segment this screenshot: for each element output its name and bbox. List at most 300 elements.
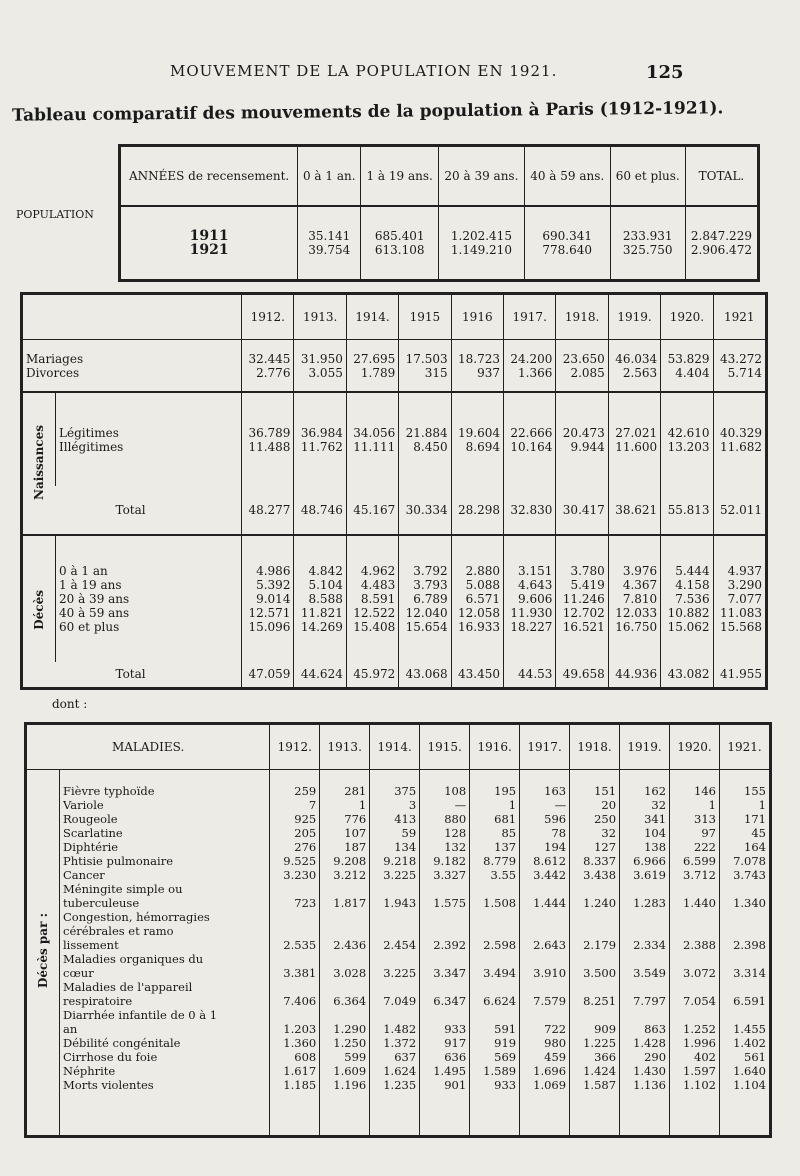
disease-value: 1.624 [383,1064,417,1078]
disease-value: 933 [444,1022,467,1036]
value: 9.944 [570,439,605,454]
disease-label: Rougeole [63,812,118,826]
disease-value: 608 [294,1050,317,1064]
population-header-cell: 60 et plus. [610,147,685,206]
disease-value: 3.028 [333,966,367,980]
disease-value: 7.078 [733,854,766,868]
disease-label: Phtisie pulmonaire [63,854,174,868]
disease-value: 1.290 [333,1022,367,1036]
diseases-header-label: MALADIES. [27,725,270,770]
disease-value: 917 [444,1036,467,1050]
disease-label: Morts violentes [63,1078,154,1092]
value: 13.203 [667,439,710,454]
disease-value: 6.966 [633,854,667,868]
value: 4.404 [675,365,710,380]
value: 11.488 [248,439,291,454]
disease-value: 569 [494,1050,517,1064]
value: 15.062 [667,620,710,635]
value: 9.014 [256,592,291,607]
value: 11.762 [300,439,343,454]
value: 14.269 [300,620,343,635]
diseases-year-header: 1918. [570,725,620,770]
value-cell [294,535,346,662]
population-value-cell [298,206,361,279]
deaths-vertical-label: Décès [32,590,46,630]
value: 43.082 [667,667,710,682]
disease-value: 162 [644,784,667,798]
disease-value: 7.406 [283,994,317,1008]
population-value: 2.847.229 [690,229,752,243]
disease-value: 313 [694,812,716,826]
disease-value: 1.696 [533,1064,567,1078]
movements-year-header: 1912. [242,295,294,340]
disease-value: 1.203 [283,1022,317,1036]
disease-value: 3.212 [333,868,367,882]
disease-value: 9.218 [383,854,417,868]
disease-value: 45 [751,826,766,840]
value: 4.842 [308,564,343,579]
disease-value: 1.225 [583,1036,617,1050]
disease-value: 3.549 [633,966,667,980]
disease-value: 3 [408,798,417,812]
value: 43.068 [405,667,448,682]
value: 5.104 [308,578,343,593]
disease-value: 925 [294,812,317,826]
value: 315 [424,365,448,380]
population-value: 685.401 [374,229,425,243]
disease-value: 281 [344,784,367,798]
disease-value: 3.230 [283,868,317,882]
disease-value: 413 [394,812,417,826]
value-cell [346,486,398,535]
disease-value: 1.444 [533,896,567,910]
value: 43.450 [458,667,501,682]
disease-value: 134 [394,840,417,854]
disease-value: 59 [401,826,417,840]
disease-value: 128 [444,826,467,840]
disease-value: 3.381 [283,966,317,980]
disease-value: 1.424 [583,1064,617,1078]
row-label: 40 à 59 ans [59,606,130,621]
disease-value: 205 [294,826,317,840]
disease-value: 375 [394,784,417,798]
value: 43.272 [720,351,762,366]
disease-value: 1.482 [383,1022,417,1036]
value: 44.53 [518,667,553,682]
disease-label: Méningite simple ou tuberculeuse [63,882,183,910]
row-label: Légitimes [59,425,119,440]
disease-value: 163 [544,784,567,798]
disease-value: 723 [294,896,317,910]
value: 2.880 [465,564,501,579]
value-cell [713,486,765,535]
diseases-year-header: 1916. [470,725,520,770]
value: 28.298 [458,503,501,518]
value: 5.714 [727,365,762,380]
value: 27.695 [353,351,396,366]
disease-value: 776 [344,812,367,826]
value: 3.976 [622,564,658,579]
disease-value: 3.225 [383,966,417,980]
disease-value: 1 [758,798,766,812]
value-cell [608,535,660,662]
disease-value: 8.612 [533,854,567,868]
value: 8.450 [413,439,448,454]
population-header-cell: 1 à 19 ans. [361,147,439,206]
value: 11.083 [720,606,762,621]
disease-value: 681 [494,812,517,826]
value-cell [346,340,398,393]
population-side-label: POPULATION [16,208,94,221]
disease-value: 1.609 [333,1064,367,1078]
disease-value: 1.372 [383,1036,417,1050]
value: 15.096 [248,620,291,635]
value: 12.702 [562,606,605,621]
value: 19.604 [458,425,501,440]
disease-values-cell [320,770,370,1136]
disease-value: 402 [694,1050,716,1064]
value-cell [608,392,660,486]
disease-value: 78 [551,826,567,840]
census-year: 1921 [189,242,229,258]
disease-value: 146 [694,784,716,798]
disease-value: 1.440 [683,896,716,910]
disease-value: 561 [744,1050,766,1064]
running-header: MOUVEMENT DE LA POPULATION EN 1921. [170,62,558,80]
disease-value: 909 [594,1022,617,1036]
movements-year-header: 1913. [294,295,346,340]
population-value-cell [610,206,685,279]
value: 6.571 [465,592,501,607]
disease-value: 108 [444,784,467,798]
disease-value: 722 [544,1022,567,1036]
disease-value: 3.55 [490,868,517,882]
census-years-cell [121,206,298,279]
row-label: 20 à 39 ans [59,592,130,607]
disease-value: 1.136 [633,1078,667,1092]
value-cell [399,662,451,687]
value: 4.158 [675,578,710,593]
value: 27.021 [615,425,658,440]
movements-year-header: 1917. [504,295,556,340]
disease-value: 1.250 [333,1036,367,1050]
disease-value: 194 [544,840,567,854]
disease-value: 1.495 [433,1064,467,1078]
disease-value: 1.508 [483,896,517,910]
value: 48.746 [300,503,343,518]
disease-value: 3.619 [633,868,667,882]
movements-year-header: 1914. [346,295,398,340]
row-label: Divorces [26,365,80,380]
value-cell [451,340,503,393]
value-cell [399,486,451,535]
disease-value: 6.591 [733,994,766,1008]
disease-value: 1 [358,798,367,812]
value: 52.011 [720,503,762,518]
disease-value: 32 [601,826,617,840]
disease-value: 3.500 [583,966,617,980]
disease-value: 2.436 [333,938,367,952]
value-cell [556,535,608,662]
value-cell [661,486,713,535]
disease-label: Fièvre typhoïde [63,784,155,798]
value: 4.643 [518,578,553,593]
disease-value: 6.624 [483,994,517,1008]
population-value: 1.149.210 [450,243,512,257]
disease-value: 1.455 [733,1022,766,1036]
movements-year-header: 1921 [713,295,765,340]
births-group-label [23,392,56,535]
disease-value: 933 [494,1078,517,1092]
value: 46.034 [615,351,658,366]
disease-value: 259 [294,784,317,798]
disease-values-cell [570,770,620,1136]
value: 16.933 [458,620,501,635]
diseases-year-header: 1914. [370,725,420,770]
value: 1.366 [518,365,553,380]
population-value-cell [361,206,439,279]
value-cell [556,392,608,486]
value: 24.200 [510,351,553,366]
value-cell [608,662,660,687]
disease-value: 2.334 [633,938,667,952]
disease-value: 1.597 [683,1064,716,1078]
value: 32.445 [248,351,291,366]
disease-value: 1.185 [283,1078,317,1092]
value: 18.723 [458,351,501,366]
value: 3.780 [570,564,605,579]
value: 12.040 [405,606,448,621]
value-cell [713,340,765,393]
disease-value: 901 [444,1078,467,1092]
value: 30.334 [405,503,448,518]
disease-value: 7.797 [633,994,667,1008]
disease-value: 222 [694,840,716,854]
disease-value: 1.240 [583,896,617,910]
disease-value: 596 [544,812,567,826]
disease-value: — [454,798,467,812]
value: 23.650 [562,351,605,366]
value: 31.950 [300,351,343,366]
value-cell [451,535,503,662]
deces-par-vertical-label: Décès par : [36,912,50,988]
value: 12.058 [458,606,501,621]
row-label: Total [115,503,146,518]
value: 4.367 [622,578,658,593]
value-cell [294,486,346,535]
disease-value: 1.587 [583,1078,617,1092]
value: 55.813 [667,503,710,518]
disease-label: Maladies organiques du cœur [63,952,204,980]
value: 3.151 [518,564,553,579]
value: 38.621 [615,503,658,518]
disease-value: 20 [601,798,617,812]
disease-value: 2.643 [533,938,567,952]
value: 40.329 [720,425,762,440]
disease-value: 1.943 [383,896,417,910]
dont-label: dont : [52,697,88,711]
value: 5.444 [675,564,710,579]
value: 45.972 [353,667,396,682]
disease-value: 3.712 [683,868,716,882]
disease-value: 2.598 [483,938,517,952]
value: 11.821 [300,606,343,621]
disease-value: 341 [644,812,667,826]
disease-value: 195 [494,784,517,798]
disease-value: 2.535 [283,938,317,952]
disease-value: 1 [708,798,716,812]
disease-value: 8.337 [583,854,617,868]
disease-value: 276 [294,840,317,854]
value: 7.536 [675,592,710,607]
disease-value: 3.910 [533,966,567,980]
diseases-year-header: 1915. [420,725,470,770]
diseases-table [24,722,772,1138]
value: 47.059 [248,667,291,682]
disease-value: 3.347 [433,966,467,980]
population-table [118,144,760,282]
disease-label: Débilité congénitale [63,1036,181,1050]
value: 11.682 [720,439,762,454]
disease-value: 2.454 [383,938,417,952]
page-number: 125 [646,62,684,83]
value: 2.776 [256,365,291,380]
population-header-cell: 20 à 39 ans. [439,147,525,206]
population-value: 1.202.415 [450,229,512,243]
disease-value: 8.779 [483,854,517,868]
value: 937 [477,365,501,380]
disease-value: 32 [651,798,667,812]
disease-value: 155 [744,784,766,798]
row-label-cell [23,340,242,393]
diseases-year-header: 1919. [620,725,670,770]
value: 4.937 [727,564,762,579]
value: 1.789 [360,365,396,380]
value: 53.829 [667,351,710,366]
disease-label: Maladies de l'appareil respiratoire [63,980,193,1008]
value: 15.654 [405,620,448,635]
value: 36.789 [248,425,291,440]
value: 48.277 [248,503,291,518]
disease-value: 880 [444,812,467,826]
disease-value: 2.179 [583,938,617,952]
value: 22.666 [510,425,553,440]
value-cell [399,535,451,662]
value: 4.986 [256,564,291,579]
value-cell [504,486,556,535]
disease-value: 164 [744,840,766,854]
disease-values-cell [719,770,769,1136]
value-cell [242,662,294,687]
value-cell [504,392,556,486]
disease-values-cell [470,770,520,1136]
value-cell [713,535,765,662]
value: 11.246 [562,592,605,607]
disease-value: 2.388 [683,938,716,952]
movements-year-header: 1918. [556,295,608,340]
deaths-group-label [23,535,56,687]
diseases-year-header: 1921. [719,725,769,770]
disease-label: Variole [63,798,104,812]
disease-value: 85 [501,826,517,840]
disease-value: 3.072 [683,966,716,980]
value: 12.033 [615,606,658,621]
disease-values-cell [620,770,670,1136]
value-cell [451,392,503,486]
row-label: Mariages [26,351,84,366]
value-cell [242,535,294,662]
disease-value: 591 [494,1022,517,1036]
disease-value: 7 [308,798,317,812]
value: 4.483 [360,578,396,593]
value: 15.568 [720,620,762,635]
disease-value: 1 [508,798,517,812]
value: 44.624 [300,667,343,682]
value: 3.793 [413,578,448,593]
disease-value: 7.579 [533,994,567,1008]
population-header-cell: TOTAL. [685,147,757,206]
value-cell [242,340,294,393]
value: 44.936 [615,667,658,682]
disease-values-cell [270,770,320,1136]
disease-value: 1.340 [733,896,766,910]
disease-value: 3.442 [533,868,567,882]
disease-value: 1.283 [633,896,667,910]
value: 2.085 [570,365,605,380]
value: 5.088 [465,578,501,593]
disease-label: Diphtérie [63,840,119,854]
disease-label: Cirrhose du foie [63,1050,158,1064]
value: 8.694 [465,439,501,454]
row-label: 60 et plus [59,620,120,635]
population-value: 35.141 [308,229,351,243]
disease-value: 250 [594,812,617,826]
value: 10.882 [667,606,710,621]
value-cell [713,662,765,687]
value: 9.606 [518,592,553,607]
value-cell [346,535,398,662]
row-label-cell [56,392,242,486]
disease-value: 151 [594,784,617,798]
value: 3.055 [308,365,343,380]
disease-value: 3.314 [733,966,766,980]
movements-year-header: 1916 [451,295,503,340]
population-value: 778.640 [542,243,593,257]
value-cell [556,486,608,535]
value: 10.164 [510,439,553,454]
deces-par-label-cell [27,770,60,1136]
disease-value: — [554,798,567,812]
disease-value: 3.225 [383,868,417,882]
disease-value: 1.069 [533,1078,567,1092]
disease-value: 8.251 [583,994,617,1008]
diseases-year-header: 1912. [270,725,320,770]
disease-label: Néphrite [63,1064,116,1078]
movements-table [20,292,768,690]
value: 7.077 [727,592,762,607]
value-cell [504,662,556,687]
value: 18.227 [510,620,553,635]
disease-value: 3.438 [583,868,617,882]
value-cell [556,662,608,687]
value: 3.792 [413,564,448,579]
value-cell [294,340,346,393]
disease-label: Diarrhée infantile de 0 à 1 an [63,1008,218,1036]
disease-value: 636 [444,1050,467,1064]
value-cell [294,392,346,486]
disease-value: 637 [394,1050,417,1064]
disease-labels-cell [60,770,270,1136]
